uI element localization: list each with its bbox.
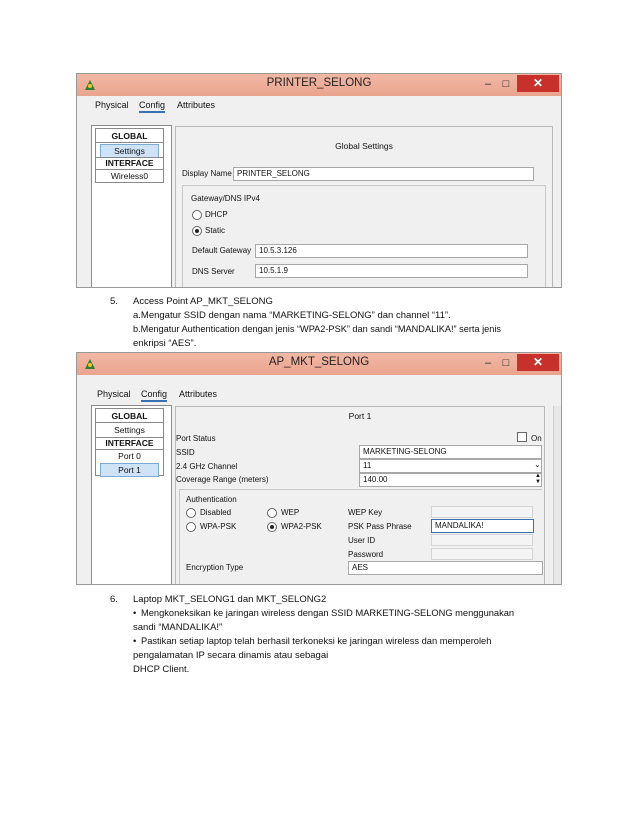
tab-attributes[interactable]: Attributes: [177, 100, 216, 110]
section-5-line-a: a.Mengatur SSID dengan nama “MARKETING-SELONG” dan channel “11”.: [133, 310, 451, 321]
nav-item-settings[interactable]: Settings: [100, 144, 159, 158]
wep-key-input: [431, 506, 533, 518]
section-6-number: 6.: [110, 594, 118, 605]
printer-config-window: [76, 73, 562, 288]
chevron-down-icon: ⌄: [534, 460, 541, 469]
dhcp-radio[interactable]: [192, 210, 202, 220]
channel-select[interactable]: 11: [359, 459, 542, 473]
close-button[interactable]: ✕: [517, 354, 559, 371]
spinner-icon: ▲ ▼: [535, 473, 541, 485]
tab-config[interactable]: Config: [139, 100, 165, 113]
auth-title: Authentication: [186, 495, 237, 504]
port1-pane: [175, 406, 545, 585]
global-settings-pane: [175, 126, 553, 288]
user-id-label: User ID: [348, 536, 376, 545]
psk-pass-phrase-label: PSK Pass Phrase: [348, 522, 412, 531]
section-6-bullet1-line2: sandi “MANDALIKA!”: [133, 622, 223, 633]
section-6-bullet2-line3: DHCP Client.: [133, 664, 190, 675]
nav-item-port1[interactable]: Port 1: [100, 463, 159, 477]
section-6-heading: Laptop MKT_SELONG1 dan MKT_SELONG2: [133, 594, 327, 605]
gateway-dns-group: [182, 185, 546, 288]
display-name-label: Display Name: [182, 169, 232, 178]
nav-panel: [91, 125, 172, 288]
dns-server-label: DNS Server: [192, 267, 235, 276]
access-point-config-window: [76, 352, 562, 585]
section-5-heading: Access Point AP_MKT_SELONG: [133, 296, 273, 307]
port-status-checkbox[interactable]: [517, 432, 527, 442]
auth-wep-radio[interactable]: [267, 508, 277, 518]
tab-config[interactable]: Config: [141, 389, 167, 402]
default-gateway-label: Default Gateway: [192, 246, 252, 255]
channel-label: 2.4 GHz Channel: [176, 462, 238, 471]
nav-global-header: GLOBAL: [111, 411, 148, 421]
window-title: PRINTER_SELONG: [266, 77, 372, 89]
nav-divider: [96, 422, 163, 423]
coverage-label: Coverage Range (meters): [176, 475, 269, 484]
encryption-type-label: Encryption Type: [186, 563, 244, 572]
authentication-group: [179, 489, 542, 585]
window-title: AP_MKT_SELONG: [268, 356, 370, 368]
default-gateway-input[interactable]: 10.5.3.126: [255, 244, 528, 258]
static-label: Static: [205, 226, 226, 235]
dns-server-input[interactable]: 10.5.1.9: [255, 264, 528, 278]
maximize-button[interactable]: □: [502, 78, 510, 90]
auth-wpa2-psk-label: WPA2-PSK: [281, 522, 322, 531]
pane-title: Global Settings: [335, 141, 393, 151]
nav-interface-header: INTERFACE: [105, 438, 154, 448]
auth-disabled-label: Disabled: [200, 508, 232, 517]
tab-physical[interactable]: Physical: [95, 100, 129, 110]
auth-wep-label: WEP: [281, 508, 300, 517]
section-5-line-b: b.Mengatur Authentication dengan jenis “WPA2-PSK” dan sandi “MANDALIKA!” serta jenis: [133, 324, 502, 334]
section-5-number: 5.: [110, 296, 118, 307]
section-6-bullet2-line1: Pastikan setiap laptop telah berhasil terkoneksi ke jaringan wireless dan memperoleh: [141, 636, 492, 646]
pane-title: Port 1: [348, 411, 372, 421]
minimize-button[interactable]: –: [484, 78, 492, 90]
window-titlebar: [77, 74, 561, 96]
nav-list: [95, 128, 164, 183]
coverage-input[interactable]: 140.00: [359, 473, 542, 487]
user-id-input: [431, 534, 533, 546]
auth-wpa2-psk-radio[interactable]: [267, 522, 277, 532]
section-5-line-b2: enkripsi “AES”.: [133, 338, 197, 349]
nav-list: [95, 408, 164, 476]
encryption-type-select[interactable]: AES: [348, 561, 543, 575]
gateway-group-title: Gateway/DNS IPv4: [191, 194, 260, 203]
nav-interface-header: INTERFACE: [105, 158, 154, 168]
maximize-button[interactable]: □: [502, 357, 510, 369]
wep-key-label: WEP Key: [348, 508, 383, 517]
dhcp-label: DHCP: [205, 210, 228, 219]
bullet-icon: •: [133, 608, 137, 619]
password-input: [431, 548, 533, 560]
password-label: Password: [348, 550, 384, 559]
minimize-button[interactable]: –: [484, 357, 492, 369]
ssid-label: SSID: [176, 448, 195, 457]
ssid-input[interactable]: MARKETING-SELONG: [359, 445, 542, 459]
psk-pass-phrase-input[interactable]: MANDALIKA!: [431, 519, 534, 533]
close-button[interactable]: ✕: [517, 75, 559, 92]
port-status-label: Port Status: [176, 434, 216, 443]
nav-item-wireless0[interactable]: Wireless0: [110, 171, 149, 181]
nav-divider: [96, 142, 163, 143]
auth-wpa-psk-radio[interactable]: [186, 522, 196, 532]
window-titlebar: [77, 353, 561, 375]
tab-attributes[interactable]: Attributes: [179, 389, 218, 399]
section-6-bullet2-line2: pengalamatan IP secara dinamis atau sebagai: [133, 650, 329, 661]
auth-wpa-psk-label: WPA-PSK: [200, 522, 237, 531]
static-radio[interactable]: [192, 226, 202, 236]
auth-disabled-radio[interactable]: [186, 508, 196, 518]
nav-item-port0[interactable]: Port 0: [118, 451, 141, 461]
tab-physical[interactable]: Physical: [97, 389, 131, 399]
nav-item-settings[interactable]: Settings: [114, 425, 145, 435]
bullet-icon: •: [133, 636, 137, 647]
nav-global-header: GLOBAL: [111, 131, 148, 141]
section-6-bullet1-line1: Mengkoneksikan ke jaringan wireless dengan SSID MARKETING-SELONG menggunakan: [141, 608, 515, 618]
nav-panel: [91, 405, 172, 585]
port-status-on-label: On: [531, 434, 542, 443]
display-name-input[interactable]: PRINTER_SELONG: [233, 167, 534, 181]
scrollbar[interactable]: [553, 406, 561, 584]
